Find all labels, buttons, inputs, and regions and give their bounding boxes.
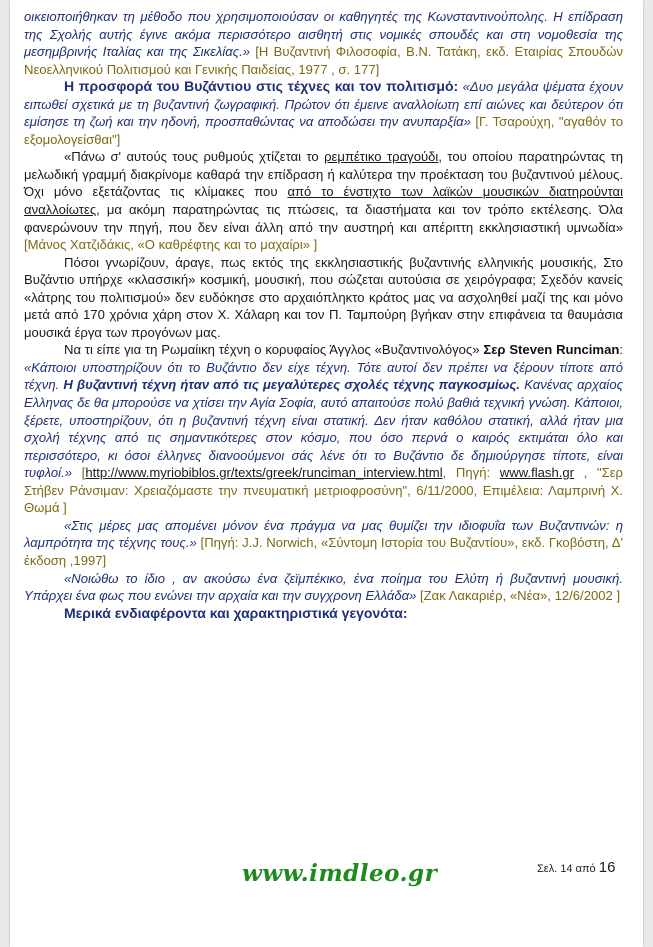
underlined-text: από το ένστιχτο των λαϊκών μουσικών διατηρούνται αναλλοίωτες bbox=[24, 184, 623, 218]
source-link-flash[interactable]: www.flash.gr bbox=[499, 465, 575, 481]
body-text: , μα ακόμη παρατηρώντας τις πτώσεις, τα διαστήματα και τον τρόπο εκτέλεσης. Όλα φανερώνουν την πηγή, που δεν είναι άλλη από την αυστηρή και απέριττη εκκλησιαστική υμνωδία» bbox=[24, 202, 623, 235]
body-text: «Πάνω σ' αυτούς τους ρυθμούς χτίζεται το bbox=[64, 149, 325, 165]
body-text: Να τι είπε για τη Ρωμαίικη τέχνη ο κορυφαίος Άγγλος «Βυζαντινολόγος» bbox=[64, 342, 480, 358]
source-citation: [Γ. Τσαρούχη, "αγαθόν το εξομολογείσθαι"] bbox=[24, 114, 623, 147]
source-citation: [Η Βυζαντινή Φιλοσοφία, Β.Ν. Τατάκη, εκδ. Εταιρίας Σπουδών Νεοελληνικού Πολιτισμού και Γενικής Παιδείας, 1977 , σ. 177] bbox=[24, 44, 623, 77]
source-citation: [Πηγή: J.J. Norwich, «Σύντομη Ιστορία του Βυζαντίου», εκδ. Γκοβόστη, Δ' έκδοση ,1997] bbox=[24, 535, 623, 568]
body-text: Πόσοι γνωρίζουν, άραγε, πως εκτός της εκκλησιαστικής βυζαντινής ελληνικής μουσικής, Στο Βυζάντιο υπήρχε «κλασσική» κοσμική, μουσική, που σώζεται αυτούσια σε χειρόγραφα; Σχεδόν κανείς «λάτρης του πολιτισμού» δεν ευδόκησε στο αρχαιόπληκτο κράτος μας να ασχοληθεί μαζί της και μόνο μετά από 170 χρόνια χάρη στον Χ. Χάλαρη και τον Π. Ταμπούρη βγήκαν στην επιφάνεια τα θαυμάσια μουσικά έργα των προγόνων μας. bbox=[24, 254, 623, 340]
source-citation: , Πηγή: bbox=[442, 465, 500, 481]
footer-website: www.imdleo.gr bbox=[242, 860, 438, 887]
source-citation: [ bbox=[72, 465, 86, 481]
quote-text: «Δυο μεγάλα ψέματα έχουν ειπωθεί σχετικά με τη βυζαντινή ζωγραφική. Πρώτον ότι έμεινε αναλλοίωτη επί αιώνες και δεύτερον ότι εμίσησε τη ζωή και την ηδονή, προσπαθώντας να αποδώσει την ανυπαρξία» bbox=[24, 79, 624, 130]
person-name: Σερ Steven Runciman bbox=[483, 342, 620, 358]
quote-bold-text: Η βυζαντινή τέχνη ήταν από τις μεγαλύτερες σχολές τέχνης παγκοσμίως. bbox=[63, 377, 521, 393]
page-number bbox=[537, 859, 615, 876]
underlined-text: ρεμπέτικο τραγούδι bbox=[324, 149, 439, 165]
section-heading: Μερικά ενδιαφέροντα και χαρακτηριστικά γεγονότα: bbox=[64, 604, 408, 621]
quote-text: «Στις μέρες μας απομένει μόνον ένα πράγμα να μας θυμίζει την ιδιοφυΐα των Βυζαντινών: η λαμπρότητα της τέχνης τους.» bbox=[24, 517, 623, 551]
page-number-total: 16 bbox=[598, 859, 616, 876]
paragraph-7 bbox=[24, 570, 623, 605]
paragraph-3 bbox=[24, 148, 623, 253]
page-body bbox=[24, 8, 623, 622]
paragraph-8 bbox=[24, 605, 623, 623]
source-citation: [Μάνος Χατζιδάκις, «Ο καθρέφτης και το μαχαίρι» ] bbox=[24, 237, 318, 253]
body-text: : bbox=[619, 342, 624, 358]
paragraph-4 bbox=[24, 254, 623, 342]
quote-text: οικειοποιήθηκαν τη μέθοδο που χρησιμοποιούσαν οι καθηγητές της Κωνσταντινούπολης. Η επίδραση της Σχολής αυτής έγινε ακόμα περισσότερο αισθητή στις νομικές σπουδές και στη νομοθεσία της μεσημβρινής Ιταλίας και της Σικελίας.» bbox=[24, 9, 623, 60]
source-citation: [Ζακ Λακαριέρ, «Νέα», 12/6/2002 ] bbox=[416, 588, 621, 604]
paragraph-2 bbox=[24, 78, 623, 148]
paragraph-6 bbox=[24, 517, 623, 570]
quote-text: «Κάποιοι υποστηρίζουν ότι το Βυζάντιο δεν είχε τέχνη. Τότε αυτοί δεν πρέπει να ξέρουν τίποτε από τέχνη. bbox=[24, 359, 623, 393]
source-citation: , "Σερ Στήβεν Ράνσιμαν: Χρειαζόμαστε την πνευματική μετριοφροσύνη", 6/11/2000, Επιμέλεια: Λαμπρινή Χ. Θωμά ] bbox=[24, 465, 623, 516]
page-number-label: Σελ. 14 από bbox=[537, 863, 599, 875]
quote-text: «Νοιώθω το ίδιο , αν ακούσω ένα ζεϊμπέκικο, ένα ποίημα του Ελύτη ή βυζαντινή μουσική. Υπάρχει ένα φως που ενώνει την αρχαία και την συγχρονη Ελλάδα» bbox=[24, 570, 623, 604]
paragraph-5 bbox=[24, 341, 623, 516]
quote-text: Κανένας αρχαίος Ελληνας δε θα μπορούσε να χτίσει την Αγία Σοφία, αυτό απαιτούσε πολύ βαθιά τεχνική γνώση. Κάποιοι, ξέρετε, υποστηρίζουν, ότι η βυζαντινή τέχνη είναι στατική. Δεν ήταν καθόλου στατική, αλλά ήταν μια σχολή τέχνης από τις σημαντικότερες στον κόσμο, που όσο περνά ο καιρός εκτιμάται όλο και περισσότερο, κι όσοι έλληνες διανοούμενοι σάς λένε ότι το Βυζάντιο δε δημιούργησε τίποτε, είναι τυφλοί.» bbox=[24, 377, 623, 481]
paragraph-1 bbox=[24, 8, 623, 78]
body-text: , του οποίου παρατηρώντας τη μελωδική γραμμή διακρίνομε καθαρά την επίδραση ή καλύτερα την προέκταση του βυζαντινού μέλους. Όχι μόνο εξετάζοντας τις κλίμακες που bbox=[24, 149, 623, 200]
section-heading: Η προσφορά του Βυζάντιου στις τέχνες και τον πολιτισμό: bbox=[64, 78, 459, 95]
source-link-myriobiblos[interactable]: http://www.myriobiblos.gr/texts/greek/runciman_interview.html bbox=[85, 465, 443, 481]
document-page bbox=[10, 0, 643, 947]
